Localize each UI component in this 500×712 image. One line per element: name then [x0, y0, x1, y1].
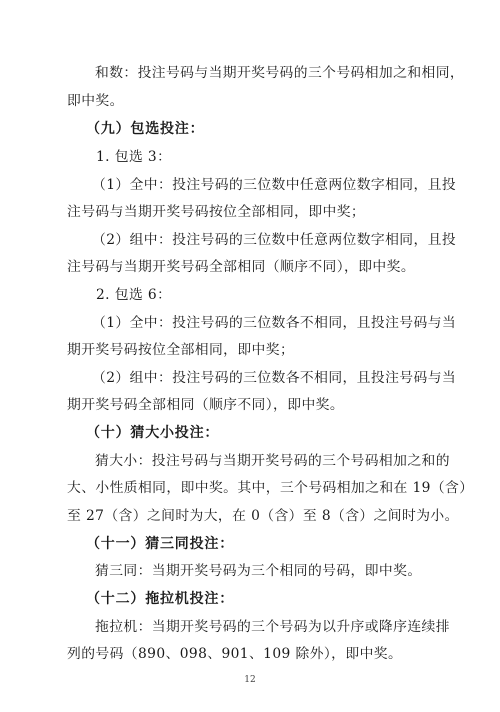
section-heading: （十一）猜三同投注：: [86, 536, 234, 552]
paragraph-line: （1）全中：投注号码的三位数各不相同，且投注号码与当: [92, 315, 457, 331]
paragraph-line: （1）全中：投注号码的三位数中任意两位数字相同，且投: [92, 177, 457, 193]
paragraph-line: （2）组中：投注号码的三位数中任意两位数字相同，且投: [92, 232, 457, 248]
section-heading: （十二）拖拉机投注：: [86, 591, 234, 607]
paragraph-line: 注号码与当期开奖号码按位全部相同，即中奖；: [67, 204, 366, 220]
section-heading: （十）猜大小投注：: [86, 425, 220, 441]
paragraph-line: 猜三同：当期开奖号码为三个相同的号码，即中奖。: [95, 563, 422, 579]
paragraph-line: 大、小性质相同，即中奖。其中，三个号码相加之和在 19（含）: [67, 480, 474, 496]
paragraph-line: 列的号码（890、098、901、109 除外），即中奖。: [67, 646, 403, 662]
subsection-title: 1. 包选 3：: [96, 149, 172, 165]
paragraph-line: 期开奖号码全部相同（顺序不同），即中奖。: [67, 397, 345, 413]
paragraph-line: 猜大小：投注号码与当期开奖号码的三个号码相加之和的: [95, 453, 450, 469]
subsection-title: 2. 包选 6：: [96, 287, 172, 303]
paragraph-line: 即中奖。: [67, 93, 124, 109]
paragraph-line: 注号码与当期开奖号码全部相同（顺序不同），即中奖。: [67, 259, 416, 275]
paragraph-line: 和数：投注号码与当期开奖号码的三个号码相加之和相同，: [95, 65, 465, 81]
section-heading: （九）包选投注：: [86, 121, 205, 137]
paragraph-line: 至 27（含）之间时为大，在 0（含）至 8（含）之间时为小。: [67, 508, 459, 524]
page-number: 12: [244, 675, 256, 685]
paragraph-line: 期开奖号码按位全部相同，即中奖；: [67, 342, 295, 358]
paragraph-line: （2）组中：投注号码的三位数各不相同，且投注号码与当: [92, 370, 457, 386]
paragraph-line: 拖拉机：当期开奖号码的三个号码为以升序或降序连续排: [95, 619, 450, 635]
